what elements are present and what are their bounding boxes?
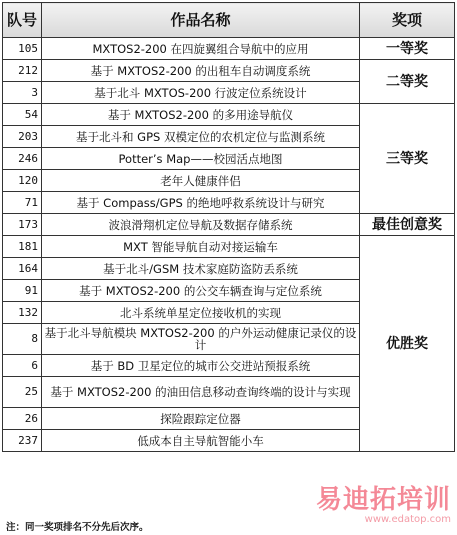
watermark-logo-text: 易迪拓培训	[315, 485, 451, 515]
team-id-cell: 3	[3, 82, 42, 104]
watermark	[316, 486, 451, 525]
project-name-cell: 基于北斗 MXTOS-200 行波定位系统设计	[42, 82, 360, 104]
project-name-cell: 基于 MXTOS2-200 的油田信息移动查询终端的设计与实现	[42, 377, 360, 408]
team-id-cell: 164	[3, 258, 42, 280]
team-id-cell: 181	[3, 236, 42, 258]
project-name-cell: MXTOS2-200 在四旋翼组合导航中的应用	[42, 38, 360, 60]
team-id-cell: 105	[3, 38, 42, 60]
award-second: 二等奖	[360, 60, 455, 104]
team-id-cell: 8	[3, 324, 42, 355]
project-name-cell: 基于 BD 卫星定位的城市公交进站预报系统	[42, 355, 360, 377]
project-name-cell: 低成本自主导航智能小车	[42, 430, 360, 452]
team-id-cell: 91	[3, 280, 42, 302]
team-id-cell: 25	[3, 377, 42, 408]
watermark-url: www.edatop.com	[364, 514, 451, 525]
team-id-cell: 246	[3, 148, 42, 170]
table-row	[3, 214, 455, 236]
table-row	[3, 60, 455, 82]
header-row	[3, 3, 455, 38]
header-project-name: 作品名称	[42, 3, 360, 38]
award-third: 三等奖	[360, 104, 455, 214]
project-name-cell: 波浪滑翔机定位导航及数据存储系统	[42, 214, 360, 236]
award-best-creative: 最佳创意奖	[360, 214, 455, 236]
project-name-cell: 北斗系统单星定位接收机的实现	[42, 302, 360, 324]
table-row	[3, 104, 455, 126]
project-name-cell: 基于 Compass/GPS 的绝地呼救系统设计与研究	[42, 192, 360, 214]
team-id-cell: 26	[3, 408, 42, 430]
header-team-id: 队号	[3, 3, 42, 38]
team-id-cell: 237	[3, 430, 42, 452]
project-name-cell: 基于北斗/GSM 技术家庭防盗防丢系统	[42, 258, 360, 280]
award-first: 一等奖	[360, 38, 455, 60]
project-name-cell: 基于北斗导航模块 MXTOS2-200 的户外运动健康记录仪的设计	[42, 324, 360, 355]
table-row	[3, 38, 455, 60]
team-id-cell: 173	[3, 214, 42, 236]
table-row	[3, 236, 455, 258]
team-id-cell: 212	[3, 60, 42, 82]
project-name-cell: 探险跟踪定位器	[42, 408, 360, 430]
footnote: 注：同一奖项排名不分先后次序。	[6, 522, 149, 533]
team-id-cell: 120	[3, 170, 42, 192]
awards-table	[2, 2, 455, 452]
project-name-cell: 老年人健康伴侣	[42, 170, 360, 192]
team-id-cell: 6	[3, 355, 42, 377]
team-id-cell: 71	[3, 192, 42, 214]
team-id-cell: 132	[3, 302, 42, 324]
project-name-cell: 基于 MXTOS2-200 的出租车自动调度系统	[42, 60, 360, 82]
team-id-cell: 203	[3, 126, 42, 148]
award-excellence: 优胜奖	[360, 236, 455, 452]
project-name-cell: 基于 MXTOS2-200 的多用途导航仪	[42, 104, 360, 126]
project-name-cell: 基于 MXTOS2-200 的公交车辆查询与定位系统	[42, 280, 360, 302]
project-name-cell: MXT 智能导航自动对接运输车	[42, 236, 360, 258]
header-award: 奖项	[360, 3, 455, 38]
project-name-cell: 基于北斗和 GPS 双模定位的农机定位与监测系统	[42, 126, 360, 148]
team-id-cell: 54	[3, 104, 42, 126]
project-name-cell: Potter’s Map——校园活点地图	[42, 148, 360, 170]
